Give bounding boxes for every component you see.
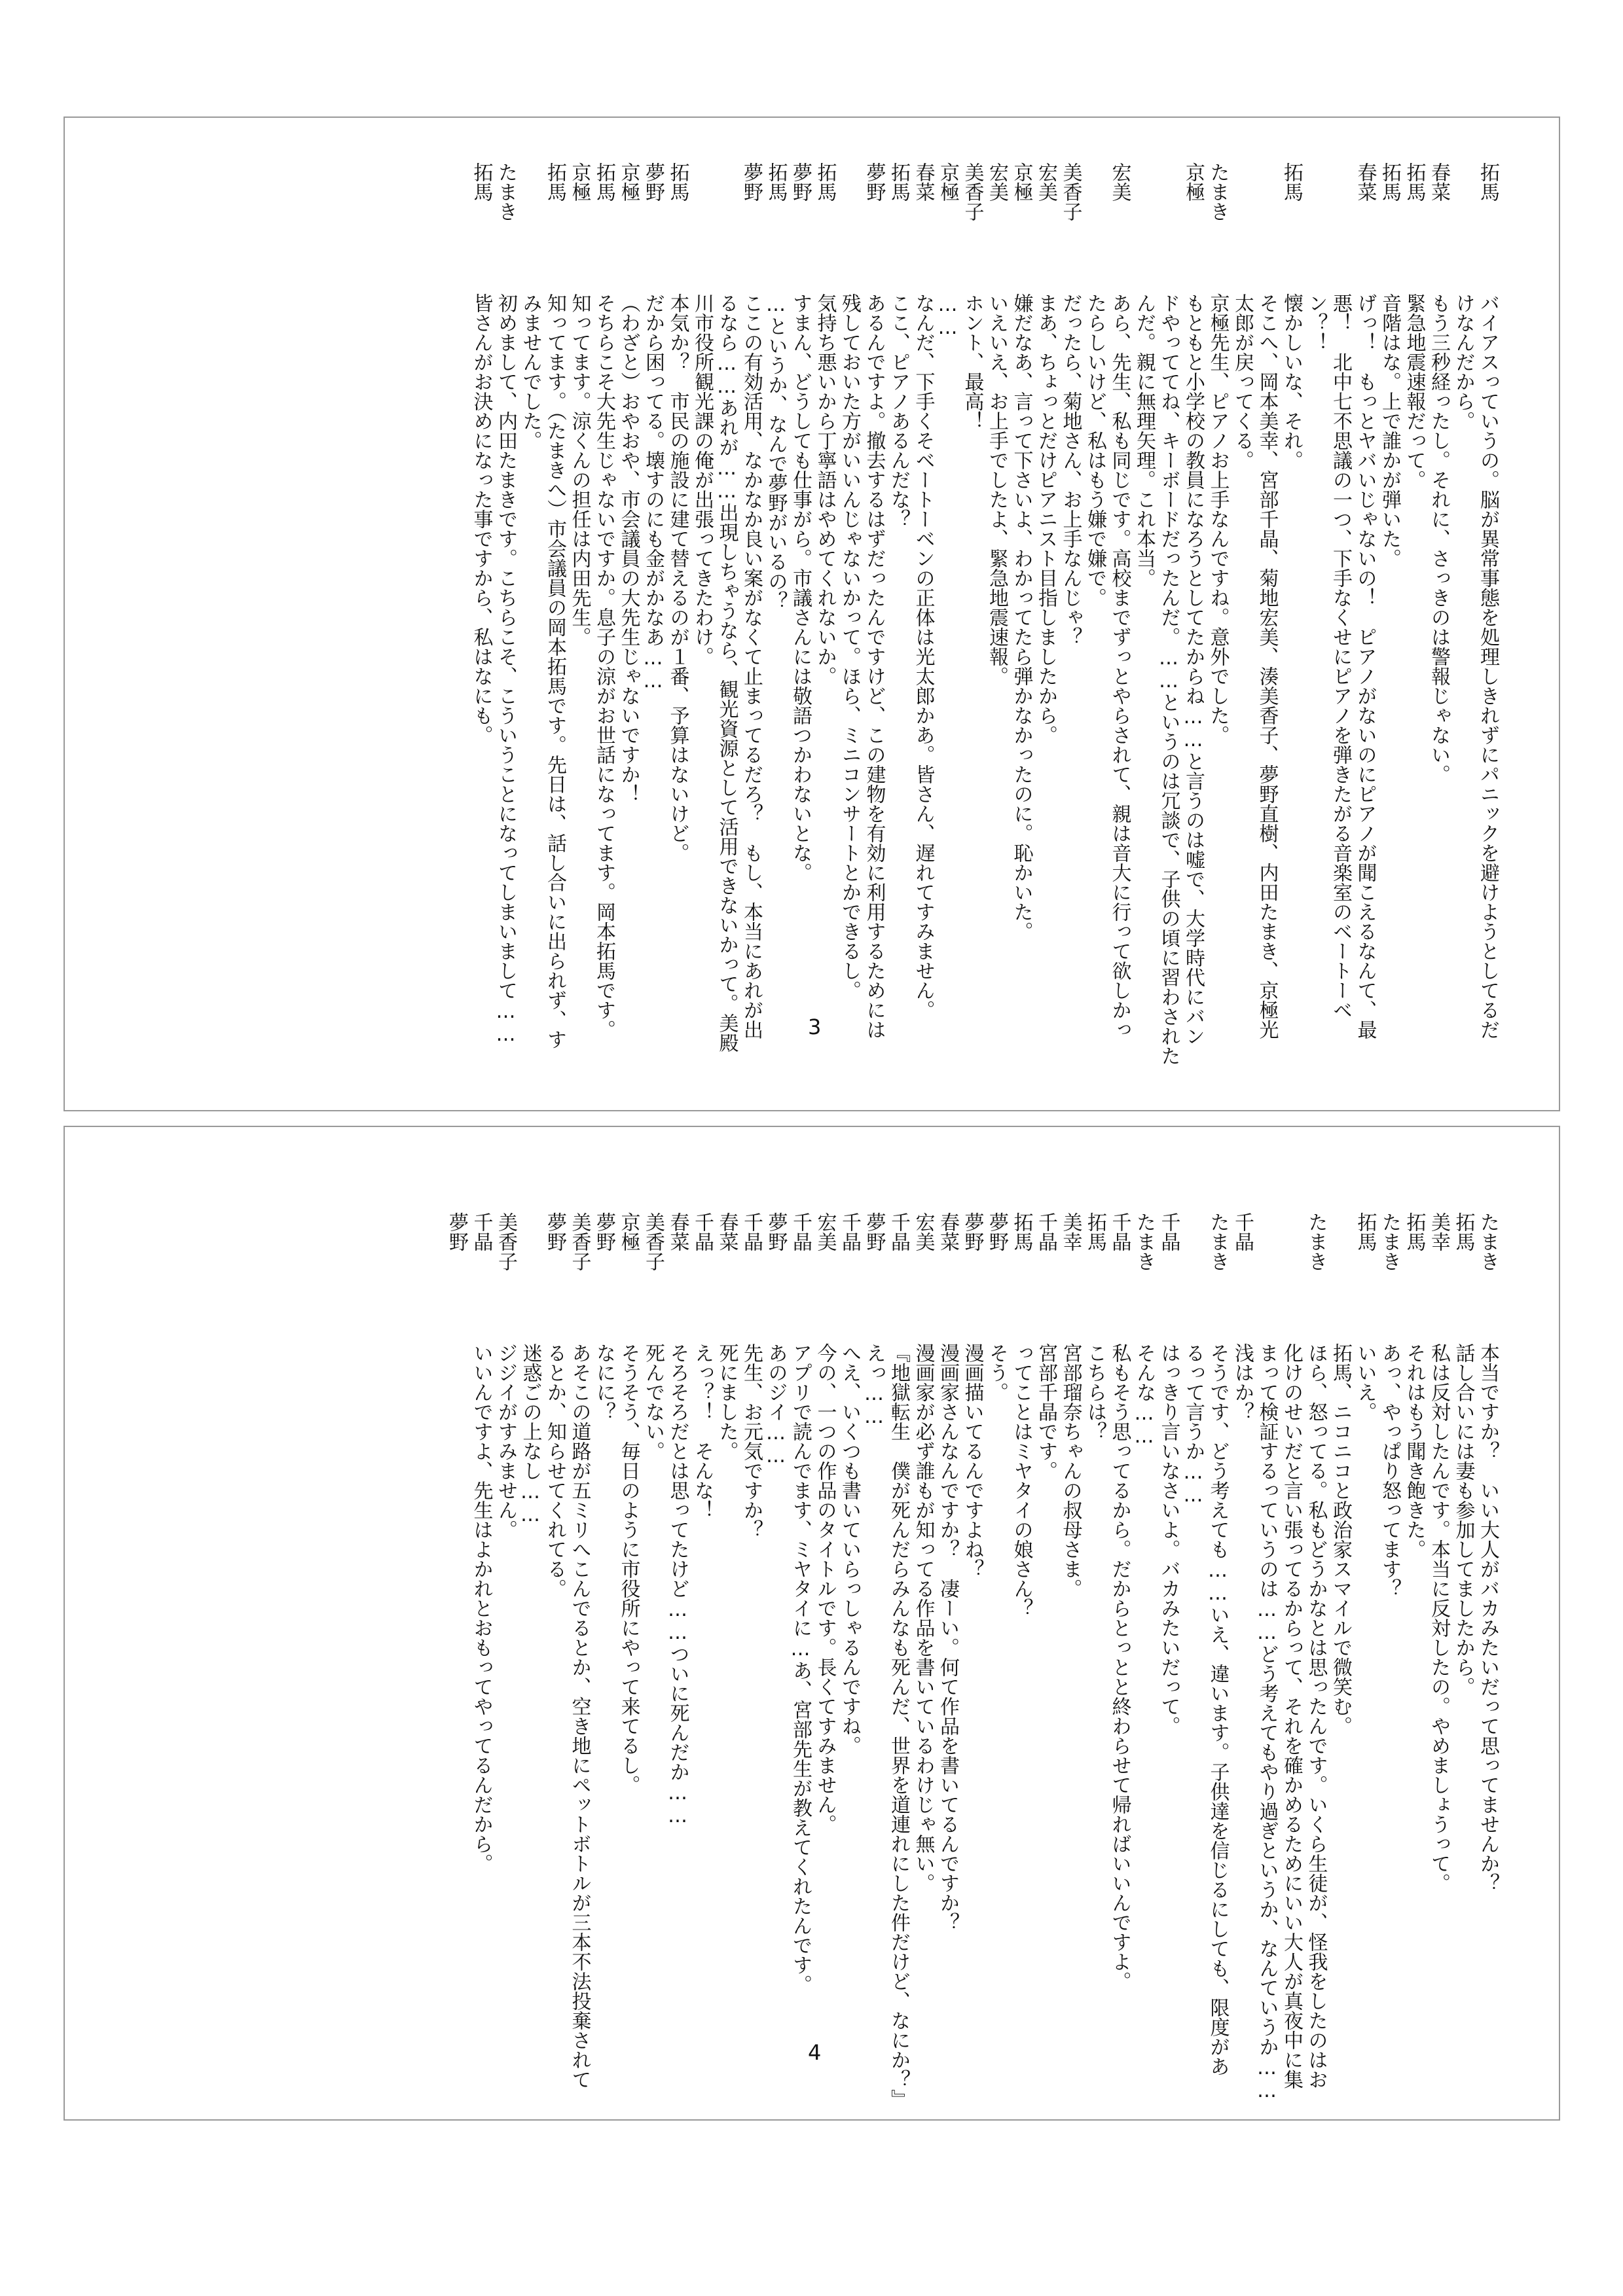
dialogue-text: ン？！ <box>1304 293 1328 352</box>
dialogue-text: 漫画描いてるんですよね？ <box>960 1343 984 1579</box>
speaker-name: たまき <box>1133 1212 1156 1271</box>
dialogue-line <box>1427 1212 1451 2115</box>
speaker-name: 夢野 <box>740 162 763 202</box>
dialogue-text: 音階はな。上で誰かが弾いた。 <box>1378 293 1401 568</box>
dialogue-line <box>1034 1212 1059 2115</box>
dialogue-text: あそこの道路が五ミリへこんでるとか、空き地にペットボトルが三本不法投棄されて <box>568 1343 591 2089</box>
dialogue-line <box>592 162 617 1092</box>
speaker-name: 美香子 <box>960 162 984 221</box>
speaker-name: 美幸 <box>1059 1212 1082 1251</box>
speaker-name: 千晶 <box>1157 1212 1180 1251</box>
dialogue-text: なんだ、下手くそベートーベンの正体は光太郎かあ。皆さん、遅れてすみません。 <box>911 293 935 1020</box>
dialogue-text: もう三秒経ったし。それに、さっきのは警報じゃない。 <box>1427 293 1450 784</box>
dialogue-text: ここ、ピアノあるんだな？ <box>887 293 910 529</box>
dialogue-line <box>1451 162 1476 1092</box>
dialogue-text: 浅はか？ <box>1231 1343 1254 1422</box>
speaker-name: 千晶 <box>691 1212 714 1251</box>
dialogue-line <box>1034 162 1059 1092</box>
speaker-name <box>1328 1212 1353 1343</box>
dialogue-text: げっ！ もっとヤバいじゃないの！ ピアノがないのにピアノが聞こえるなんて、最 <box>1353 293 1377 1039</box>
speaker-name: たまき <box>1476 1212 1499 1271</box>
dialogue-line <box>837 162 862 1092</box>
dialogue-line <box>494 1212 519 2115</box>
dialogue-text: ほら、怒ってる。私もどうかなとは思ったんです。いくら生徒が、怪我をしたのはお <box>1304 1343 1328 2089</box>
dialogue-text: えっ？！ そんな！ <box>691 1343 714 1520</box>
dialogue-line <box>543 1212 568 2115</box>
speaker-name <box>1279 1212 1304 1343</box>
dialogue-text: 『地獄転生 僕が死んだらみんなも死んだ、世界を道連れにした件だけど、なにか？』 <box>887 1343 910 2109</box>
dialogue-line <box>1107 1212 1132 2115</box>
speaker-name: 宏美 <box>1108 162 1131 202</box>
dialogue-text: けなんだから。 <box>1451 293 1475 431</box>
dialogue-line <box>788 1212 813 2115</box>
dialogue-text: 嫌だなあ、言って下さいよ、わかってたら弾かなかったのに。恥かいた。 <box>1010 293 1033 941</box>
dialogue-text: こちらは？ <box>1084 1343 1106 1441</box>
dialogue-line <box>1304 162 1328 1092</box>
dialogue-text: 京極先生、ピアノお上手なんですね。意外でした。 <box>1206 293 1230 745</box>
speaker-name: たまき <box>1378 1212 1401 1271</box>
dialogue-line <box>1230 1212 1255 2115</box>
speaker-name <box>1304 162 1328 293</box>
dialogue-line <box>616 1212 641 2115</box>
dialogue-line <box>1181 162 1206 1092</box>
speaker-name: 春菜 <box>936 1212 959 1251</box>
dialogue-text: 本当ですか？ いい大人がバカみたいだって思ってませんか？ <box>1476 1343 1499 1893</box>
dialogue-line <box>1377 1212 1402 2115</box>
dialogue-line <box>1402 1212 1427 2115</box>
dialogue-text: ジジイがすみません。 <box>494 1343 517 1539</box>
dialogue-text: 残しておいた方がいいんじゃないかって。ほら、ミニコンサートとかできるし。 <box>838 293 861 1000</box>
dialogue-text: アプリで読んでます、ミヤタイに…あ、宮部先生が教えてくれたんです。 <box>789 1343 812 1994</box>
dialogue-text: そんな…… <box>1133 1343 1156 1448</box>
dialogue-text: 懐かしいな、それ。 <box>1280 293 1303 470</box>
speaker-name: 千晶 <box>1108 1212 1131 1251</box>
speaker-name <box>714 162 739 293</box>
dialogue-text: …というか、なんで夢野がいるの？ <box>764 293 788 611</box>
dialogue-text: 話し合いには妻も参加してましたから。 <box>1451 1343 1475 1696</box>
speaker-name: 美幸 <box>1427 1212 1450 1251</box>
dialogue-text: そろそろだとは思ってたけど……ついに死んだか…… <box>666 1343 689 1827</box>
dialogue-text: すまん、どうしても仕事がら。市議さんには敬語つかわないとな。 <box>789 293 812 882</box>
dialogue-text: 化けのせいだと言い張ってるからって、それを確かめるためにいい大人が真夜中に集 <box>1280 1343 1303 2089</box>
dialogue-line <box>518 1212 543 2115</box>
dialogue-text: ホント、最高！ <box>960 293 984 431</box>
dialogue-line <box>862 162 886 1092</box>
dialogue-line <box>567 162 592 1092</box>
dialogue-text: あっ、やっぱり怒ってます？ <box>1378 1343 1401 1598</box>
speaker-name: 夢野 <box>764 1212 788 1251</box>
speaker-name: 美香子 <box>642 1212 665 1271</box>
dialogue-text: 先生、お元気ですか？ <box>740 1343 763 1539</box>
speaker-name: 夢野 <box>593 1212 615 1251</box>
speaker-name: 宏美 <box>1034 162 1057 202</box>
dialogue-text: ってことはミヤタイの娘さん？ <box>1010 1343 1033 1618</box>
speaker-name: 拓馬 <box>1353 1212 1377 1251</box>
speaker-name: 拓馬 <box>1476 162 1499 202</box>
speaker-name: 拓馬 <box>1280 162 1303 202</box>
dialogue-line <box>985 1212 1010 2115</box>
dialogue-line <box>763 1212 788 2115</box>
dialogue-line <box>1451 1212 1476 2115</box>
dialogue-line <box>1427 162 1451 1092</box>
dialogue-line <box>1476 162 1501 1092</box>
speaker-name: 夢野 <box>445 1212 468 1251</box>
speaker-name: 拓馬 <box>1378 162 1401 202</box>
dialogue-text: いえいえ、お上手でしたよ、緊急地震速報。 <box>985 293 1008 686</box>
dialogue-line <box>911 1212 936 2115</box>
dialogue-text: まあ、ちょっとだけピアニスト目指しましたから。 <box>1034 293 1057 745</box>
dialogue-line <box>1156 162 1181 1092</box>
dialogue-line <box>911 162 936 1092</box>
dialogue-line <box>1205 1212 1230 2115</box>
page-number: 4 <box>808 2040 822 2065</box>
dialogue-text: たらしいけど、私はもう嫌で嫌で。 <box>1084 293 1106 607</box>
dialogue-line <box>1279 1212 1304 2115</box>
dialogue-text: 拓馬、ニコニコと政治家スマイルで微笑む。 <box>1329 1343 1352 1736</box>
dialogue-text: そこへ、岡本美幸、宮部千晶、菊地宏美、湊美香子、夢野直樹、内田たまき、京極光 <box>1255 293 1279 1039</box>
dialogue-text: 気持ち悪いから丁寧語はやめてくれないか。 <box>813 293 837 686</box>
dialogue-text: んだ。親に無理矢理。これ本当。 <box>1133 293 1156 588</box>
speaker-name <box>1254 162 1279 293</box>
dialogue-line <box>862 1212 886 2115</box>
dialogue-line <box>1156 1212 1181 2115</box>
speaker-name: 夢野 <box>642 162 665 202</box>
dialogue-line <box>690 1212 715 2115</box>
speaker-name: 拓馬 <box>1010 1212 1033 1251</box>
speaker-name: 美香子 <box>1059 162 1082 221</box>
speaker-name: 美香子 <box>568 1212 591 1271</box>
speaker-name: 美香子 <box>494 1212 517 1271</box>
dialogue-text: ここの有効活用、なかなか良い案がなくて止まってるだろ？ もし、本当にあれが出 <box>740 293 763 1039</box>
dialogue-line <box>1058 1212 1083 2115</box>
speaker-name: 千晶 <box>469 1212 493 1251</box>
speaker-name: 宏美 <box>985 162 1008 202</box>
speaker-name <box>1328 162 1353 293</box>
speaker-name: 京極 <box>617 162 640 202</box>
dialogue-line <box>837 1212 862 2115</box>
dialogue-line <box>1009 162 1034 1092</box>
dialogue-text: 初めまして、内田たまきです。こちらこそ、こういうことになってしまいまして…… <box>494 293 517 1046</box>
dialogue-line <box>543 162 568 1092</box>
dialogue-line <box>665 162 690 1092</box>
dialogue-line <box>739 162 764 1092</box>
speaker-name: 拓馬 <box>593 162 615 202</box>
dialogue-line <box>1230 162 1255 1092</box>
speaker-name: 千晶 <box>789 1212 812 1251</box>
dialogue-text: あるんですよ。撤去するはずだったんですけど、この建物を有効に利用するためには <box>862 293 886 1039</box>
dialogue-text: 知ってます。涼くんの担任は内田先生。 <box>568 293 591 647</box>
speaker-name: 千晶 <box>887 1212 910 1251</box>
dialogue-line <box>1304 1212 1328 2115</box>
dialogue-line <box>714 1212 739 2115</box>
speaker-name: 春菜 <box>911 162 935 202</box>
dialogue-line <box>567 1212 592 2115</box>
dialogue-text: 私は反対したんです。本当に反対したの。やめましょうって。 <box>1427 1343 1450 1893</box>
speaker-name <box>1451 162 1476 293</box>
speaker-name: 夢野 <box>862 162 886 202</box>
dialogue-line <box>1328 162 1353 1092</box>
dialogue-text: いいんですよ、先生はよかれとおもってやってるんだから。 <box>469 1343 493 1873</box>
speaker-name <box>1254 1212 1279 1343</box>
speaker-name: 千晶 <box>1231 1212 1254 1251</box>
speaker-name: 京極 <box>568 162 591 202</box>
dialogue-text: ドやっててね、キーボードだったんだ。……というのは冗談で、子供の頃に習わされた <box>1157 293 1180 1066</box>
dialogue-line <box>960 162 985 1092</box>
dialogue-text: 宮部瑠奈ちゃんの叔母さま。 <box>1059 1343 1082 1598</box>
dialogue-line <box>1205 162 1230 1092</box>
dialogue-line <box>788 162 813 1092</box>
dialogue-text: （わざと）おやおや、市会議員の大先生じゃないですか！ <box>617 293 640 804</box>
dialogue-text: バイアスっていうの。脳が異常事態を処理しきれずにパニックを避けようとしてるだ <box>1476 293 1499 1039</box>
speaker-name <box>1230 162 1255 293</box>
dialogue-text: 漫画家が必ず誰もが知ってる作品を書いているわけじゃ無い。 <box>911 1343 935 1893</box>
dialogue-line <box>1009 1212 1034 2115</box>
dialogue-line <box>936 1212 960 2115</box>
dialogue-text: るなら……あれが……出現しちゃうなら、観光資源として活用できないかって。美殿 <box>715 293 739 1052</box>
dialogue-text: 知ってます。（たまきへ）市会議員の岡本拓馬です。先日は、話し合いに出られず、す <box>543 293 566 1049</box>
dialogue-line <box>1254 162 1279 1092</box>
speaker-name <box>1083 162 1108 293</box>
speaker-name: 宏美 <box>813 1212 837 1251</box>
speaker-name: たまき <box>1206 1212 1230 1271</box>
speaker-name: たまき <box>1304 1212 1328 1271</box>
speaker-name: たまき <box>1206 162 1230 221</box>
speaker-name: 千晶 <box>740 1212 763 1251</box>
dialogue-line <box>1083 1212 1108 2115</box>
dialogue-line <box>1353 162 1377 1092</box>
dialogue-text: 悪！ 北中七不思議の一つ、下手なくせにピアノを弾きたがる音楽室のベートーベ <box>1329 293 1352 1020</box>
dialogue-text: なにに？ <box>593 1343 615 1422</box>
speaker-name: 京極 <box>1182 162 1205 202</box>
script-body <box>445 1212 1501 2115</box>
dialogue-text: 緊急地震速報だって。 <box>1402 293 1426 490</box>
speaker-name <box>690 162 715 293</box>
dialogue-line <box>1402 162 1427 1092</box>
speaker-name: 拓馬 <box>1402 162 1426 202</box>
dialogue-text: だったら、菊地さん、お上手なんじゃ？ <box>1059 293 1082 647</box>
speaker-name <box>1181 1212 1206 1343</box>
speaker-name <box>1132 162 1157 293</box>
script-page-4 <box>64 1126 1560 2121</box>
speaker-name <box>518 162 543 293</box>
page-number: 3 <box>808 1014 822 1039</box>
dialogue-text <box>445 1343 469 2115</box>
speaker-name: 夢野 <box>789 162 812 202</box>
speaker-name: 春菜 <box>1427 162 1450 202</box>
dialogue-text: そちらこそ大先生じゃないですか。息子の涼がお世話になってます。岡本拓馬です。 <box>593 293 615 1039</box>
dialogue-line <box>985 162 1010 1092</box>
dialogue-line <box>1107 162 1132 1092</box>
speaker-name: 京極 <box>617 1212 640 1251</box>
dialogue-text: あのジイ…… <box>764 1343 788 1467</box>
dialogue-line <box>812 1212 837 2115</box>
dialogue-line <box>616 162 641 1092</box>
speaker-name: 春菜 <box>1353 162 1377 202</box>
dialogue-line <box>641 1212 666 2115</box>
dialogue-line <box>665 1212 690 2115</box>
dialogue-line <box>886 1212 911 2115</box>
speaker-name: 夢野 <box>862 1212 886 1251</box>
dialogue-line <box>1377 162 1402 1092</box>
dialogue-line <box>936 162 960 1092</box>
dialogue-text: るとか、知らせてくれてる。 <box>543 1343 566 1598</box>
speaker-name: 拓馬 <box>543 162 566 202</box>
speaker-name <box>1156 162 1181 293</box>
dialogue-text: 川市役所観光課の俺が出張ってきたわけ。 <box>691 293 714 666</box>
dialogue-line <box>960 1212 985 2115</box>
speaker-name: 夢野 <box>543 1212 566 1251</box>
dialogue-text: いいえ。 <box>1353 1343 1377 1422</box>
dialogue-line <box>445 1212 469 2115</box>
speaker-name: 拓馬 <box>887 162 910 202</box>
dialogue-line <box>690 162 715 1092</box>
speaker-name: 夢野 <box>985 1212 1008 1251</box>
dialogue-line <box>518 162 543 1092</box>
dialogue-line <box>1476 1212 1501 2115</box>
dialogue-text: はっきり言いなさいよ。バカみたいだって。 <box>1157 1343 1180 1736</box>
dialogue-text: へえ、いくつも書いていらっしゃるんですね。 <box>838 1343 861 1755</box>
speaker-name: 千晶 <box>1034 1212 1057 1251</box>
dialogue-text: みませんでした。 <box>519 293 542 450</box>
dialogue-line <box>1279 162 1304 1092</box>
dialogue-text: まって検証するっていうのは……どう考えてもやり過ぎというか、なんていうか…… <box>1255 1343 1279 2102</box>
speaker-name: 春菜 <box>666 1212 689 1251</box>
dialogue-text: 死んでない。 <box>642 1343 665 1461</box>
dialogue-line <box>1181 1212 1206 2115</box>
dialogue-text: そう。 <box>985 1343 1008 1402</box>
dialogue-text: あら、先生、私も同じです。高校までずっとやらされて、親は音大に行って欲しかっ <box>1108 293 1131 1039</box>
dialogue-line <box>469 162 494 1092</box>
dialogue-text: 死にました。 <box>715 1343 739 1461</box>
dialogue-line <box>1353 1212 1377 2115</box>
dialogue-line <box>739 1212 764 2115</box>
speaker-name: 拓馬 <box>764 162 788 202</box>
dialogue-text: 迷惑ごの上なし…… <box>519 1343 542 1526</box>
dialogue-line <box>494 162 519 1092</box>
script-page-3 <box>64 117 1560 1111</box>
dialogue-line <box>1132 162 1157 1092</box>
dialogue-line <box>1254 1212 1279 2115</box>
dialogue-text: 私もそう思ってるから。だからとっとと終わらせて帰ればいいんですよ。 <box>1108 1343 1131 1991</box>
dialogue-line <box>812 162 837 1092</box>
dialogue-text: 皆さんがお決めになった事ですから、私はなにも。 <box>469 293 493 745</box>
dialogue-text: そうそう、毎日のように市役所にやって来てるし。 <box>617 1343 640 1795</box>
speaker-name: 拓馬 <box>469 162 493 202</box>
dialogue-line <box>469 1212 494 2115</box>
speaker-name: 京極 <box>1010 162 1033 202</box>
speaker-name: 夢野 <box>960 1212 984 1251</box>
dialogue-line <box>592 1212 617 2115</box>
dialogue-text: 宮部千晶です。 <box>1034 1343 1057 1480</box>
dialogue-text: 漫画家さんなんですか？ 凄ーい。何て作品を書いてるんですか？ <box>936 1343 959 1932</box>
dialogue-text: るって言うか…… <box>1182 1343 1205 1507</box>
dialogue-line <box>1083 162 1108 1092</box>
dialogue-text: 太郎が戻ってくる。 <box>1231 293 1254 470</box>
speaker-name: 拓馬 <box>1451 1212 1475 1251</box>
speaker-name: 京極 <box>936 162 959 202</box>
dialogue-line <box>1058 162 1083 1092</box>
dialogue-line <box>714 162 739 1092</box>
script-body <box>469 162 1500 1092</box>
dialogue-text: それはもう聞き飽きた。 <box>1402 1343 1426 1559</box>
dialogue-line <box>1328 1212 1353 2115</box>
dialogue-line <box>886 162 911 1092</box>
speaker-name: 宏美 <box>911 1212 935 1251</box>
dialogue-text: 本気か？ 市民の施設に建て替えるのが１番、予算はないけど。 <box>666 293 689 863</box>
speaker-name: 拓馬 <box>1402 1212 1426 1251</box>
dialogue-text: 今の、一つの作品のタイトルです。長くてすみません。 <box>813 1343 837 1834</box>
speaker-name: たまき <box>494 162 517 221</box>
dialogue-line <box>1132 1212 1157 2115</box>
dialogue-line <box>763 162 788 1092</box>
speaker-name: 拓馬 <box>666 162 689 202</box>
dialogue-line <box>641 162 666 1092</box>
speaker-name: 千晶 <box>838 1212 861 1251</box>
dialogue-text: …… <box>936 293 959 339</box>
dialogue-text: そうです、どう考えても……いえ、違います。子供達を信じるにしても、限度があ <box>1206 1343 1230 2076</box>
dialogue-text: えっ…… <box>862 1343 886 1428</box>
dialogue-text: もともと小学校の教員になろうとしてたからね……と言うのは嘘で、大学時代にバン <box>1182 293 1205 1046</box>
dialogue-text: だから困ってる。壊すのにも金がかなあ…… <box>642 293 665 692</box>
speaker-name: 春菜 <box>715 1212 739 1251</box>
speaker-name: 拓馬 <box>1084 1212 1106 1251</box>
speaker-name: 拓馬 <box>813 162 837 202</box>
speaker-name <box>837 162 862 293</box>
speaker-name <box>518 1212 543 1343</box>
